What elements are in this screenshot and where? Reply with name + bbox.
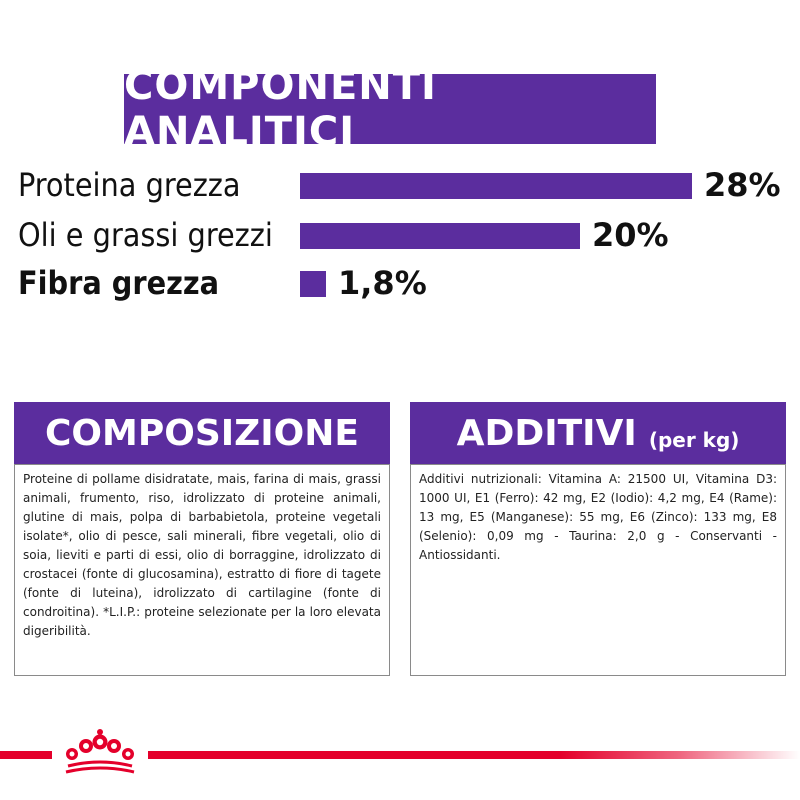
analitici-row — [18, 260, 798, 306]
crown-logo-svg — [52, 728, 148, 778]
analitici-title — [124, 63, 656, 155]
analitici-row-value: 1,8% — [338, 264, 427, 302]
analitici-row-value: 20% — [592, 216, 669, 254]
composizione-title-text: COMPOSIZIONE — [45, 412, 359, 454]
analitici-row — [18, 162, 798, 208]
analitici-row — [18, 212, 798, 258]
analitici-row-value: 28% — [704, 166, 781, 204]
additivi-subtitle: (per kg) — [648, 428, 740, 452]
composizione-title — [14, 402, 390, 464]
additivi-text: Additivi nutrizionali: Vitamina A: 21500 UI, Vitamina D3: 1000 UI, E1 (Ferro): 42 mg, E2 (Iodio): 4,2 mg, E4 (Rame): 13 mg, E5 (Manganese): 55 mg, E6 (Zinco): 133 mg, E8 (Selenio): 0,09 mg - Taurina: 2,0 g - Conservanti - Antiossidanti. — [410, 464, 786, 676]
analitici-row-label: Proteina grezza — [18, 166, 241, 204]
crown-icon — [52, 728, 148, 778]
analitici-row-label: Oli e grassi grezzi — [18, 216, 273, 254]
analitici-row-label: Fibra grezza — [18, 264, 220, 302]
analitici-row-bar — [300, 271, 326, 297]
analitici-row-bar — [300, 173, 692, 199]
analitici-row-bar — [300, 223, 580, 249]
analitici-title-text: COMPONENTI ANALITICI — [124, 63, 437, 155]
additivi-title — [410, 402, 786, 464]
composizione-text: Proteine di pollame disidratate, mais, farina di mais, grassi animali, frumento, riso, idrolizzato di proteine animali, glutine di mais, polpa di barbabietola, proteine vegetali isolate*, olio di pesce, sali minerali, fibre vegetali, olio di soia, lieviti e parti di essi, olio di borraggine, idrolizzato di crostacei (fonte di glucosamina), estratto di fiore di tagete (fonte di luteina), idrolizzato di cartilagine (fonte di condroitina). *L.I.P.: proteine selezionate per la loro elevata digeribilità. — [14, 464, 390, 676]
additivi-title-text: ADDITIVI — [456, 412, 637, 454]
